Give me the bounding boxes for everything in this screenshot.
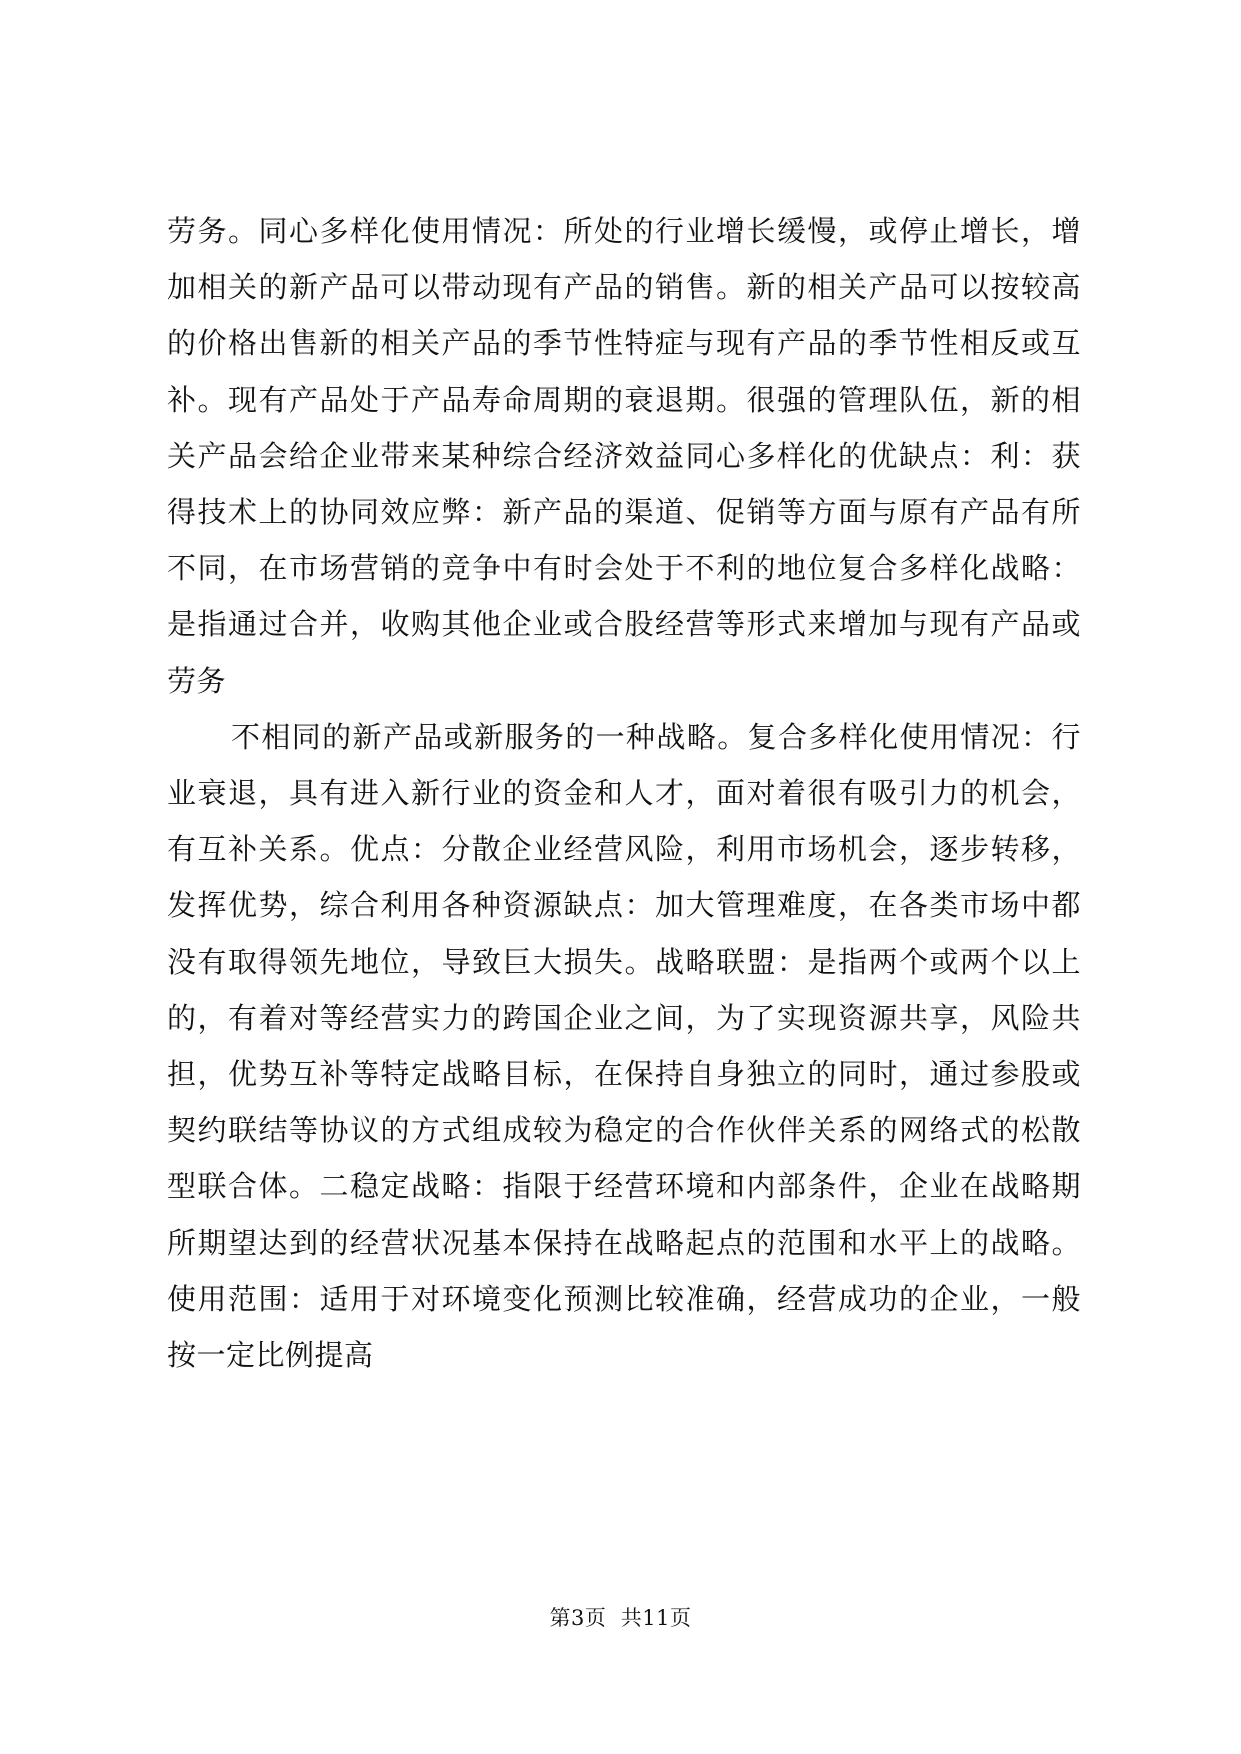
paragraph-1: 劳务。同心多样化使用情况：所处的行业增长缓慢，或停止增长，增加相关的新产品可以带动现有产品的销售。新的相关产品可以按较高的价格出售新的相关产品的季节性特症与现有产品的季节性相反或互补。现有产品处于产品寿命周期的衰退期。很强的管理队伍，新的相关产品会给企业带来某种综合经济效益同心多样化的优缺点：利：获得技术上的协同效应弊：新产品的渠道、促销等方面与原有产品有所不同，在市场营销的竞争中有时会处于不利的地位复合多样化战略：是指通过合并，收购其他企业或合股经营等形式来增加与现有产品或劳务 [167, 214, 1081, 698]
document-body [167, 203, 1081, 1383]
paragraph-2: 不相同的新产品或新服务的一种战略。复合多样化使用情况：行业衰退，具有进入新行业的资金和人才，面对着很有吸引力的机会，有互补关系。优点：分散企业经营风险，利用市场机会，逐步转移，发挥优势，综合利用各种资源缺点：加大管理难度，在各类市场中都没有取得领先地位，导致巨大损失。战略联盟：是指两个或两个以上的，有着对等经营实力的跨国企业之间，为了实现资源共享，风险共担，优势互补等特定战略目标，在保持自身独立的同时，通过参股或契约联结等协议的方式组成较为稳定的合作伙伴关系的网络式的松散型联合体。二稳定战略：指限于经营环境和内部条件，企业在战略期所期望达到的经营状况基本保持在战略起点的范围和水平上的战略。使用范围：适用于对环境变化预测比较准确，经营成功的企业，一般按一定比例提高 [167, 719, 1081, 1373]
page-footer [0, 1604, 1241, 1632]
page-number: 第3页 共11页 [549, 1606, 692, 1630]
